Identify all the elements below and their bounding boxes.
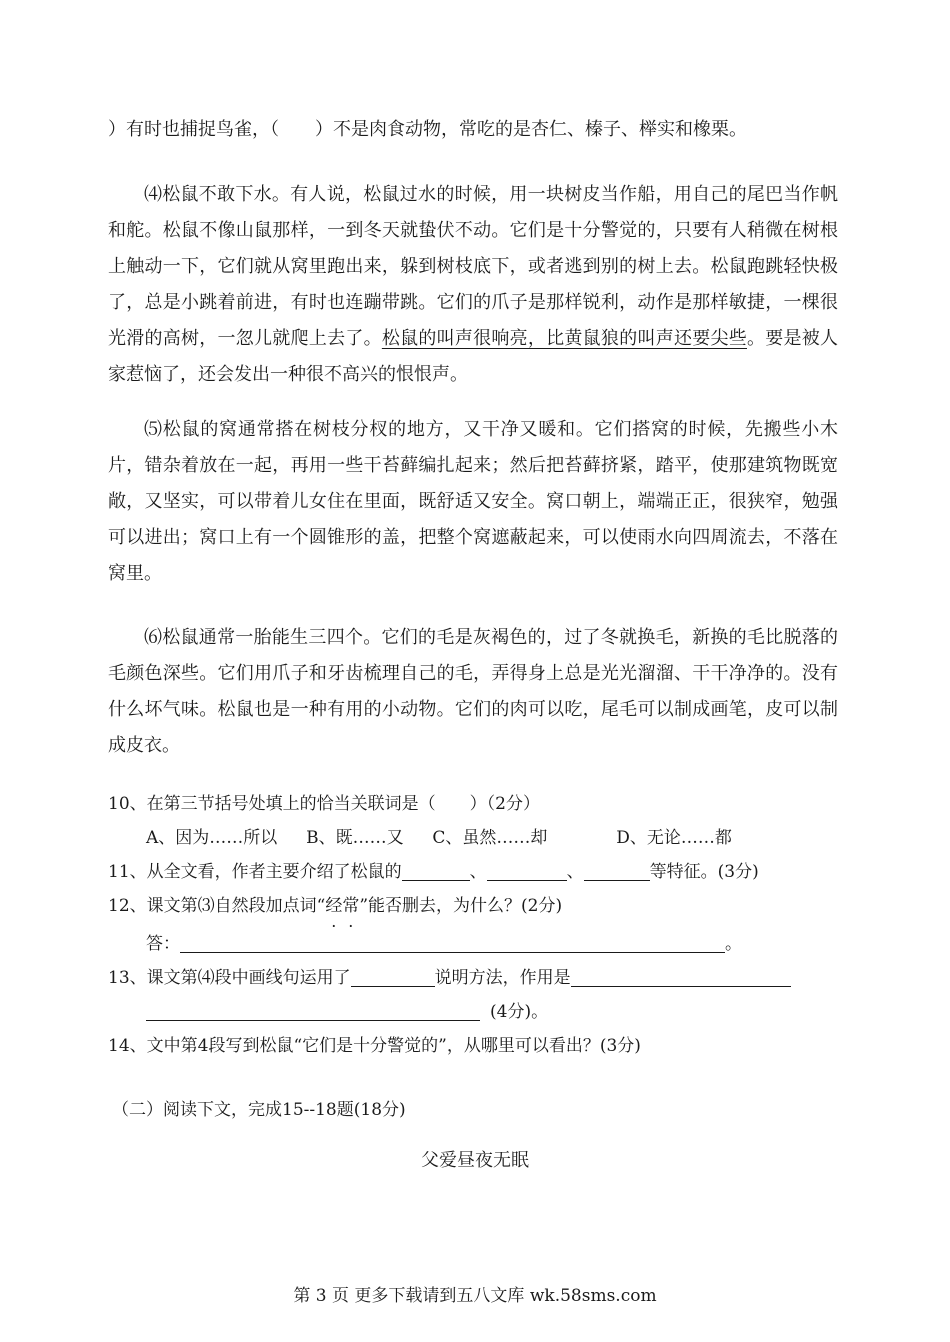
option-a: A、因为……所以	[146, 828, 278, 848]
answer-line[interactable]	[146, 998, 480, 1021]
question-13	[108, 961, 791, 995]
separator: 、	[566, 862, 584, 882]
question-12-answer	[146, 927, 742, 961]
section-2-heading: （二）阅读下文，完成15--18题(18分)	[112, 1100, 406, 1120]
paragraph-4-after: 。要是被人家惹恼了，还会发出一种很不高兴的恨恨声。	[108, 328, 839, 385]
question-12	[108, 889, 562, 923]
paragraph-3-tail: ）有时也捕捉鸟雀，（ ）不是肉食动物，常吃的是杏仁、榛子、榉实和橡栗。	[108, 119, 747, 140]
option-b: B、既……又	[306, 828, 404, 848]
answer-line[interactable]	[180, 930, 725, 953]
paragraph-6-text: ⑹松鼠通常一胎能生三四个。它们的毛是灰褐色的，过了冬就换毛，新换的毛比脱落的毛颜色深些。它们用爪子和牙齿梳理自己的毛，弄得身上总是光光溜溜、干干净净的。没有什么坏气味。松鼠也是一种有用的小动物。它们的肉可以吃，尾毛可以制成画笔，皮可以制成皮衣。	[108, 627, 838, 756]
article-title: 父爱昼夜无眠	[421, 1150, 529, 1171]
option-c: C、虽然……却	[432, 828, 548, 848]
separator: 、	[469, 862, 487, 882]
answer-blank[interactable]	[571, 964, 791, 987]
question-13-continued	[146, 995, 548, 1029]
answer-label: 答：	[146, 934, 180, 954]
question-14: 14、文中第4段写到松鼠“它们是十分警觉的”，从哪里可以看出？(3分)	[108, 1036, 641, 1056]
page-footer: 第 3 页 更多下载请到五八文库 wk.58sms.com	[293, 1286, 657, 1306]
paragraph-4	[108, 177, 838, 393]
paragraph-6	[108, 620, 838, 764]
question-12-text: 12、课文第⑶自然段加点词“	[108, 896, 326, 916]
dotted-word-char: 常	[342, 896, 360, 916]
answer-blank[interactable]	[351, 964, 435, 987]
answer-blank[interactable]	[584, 858, 650, 881]
paragraph-4-text	[108, 177, 838, 393]
question-13-tail: (4分)。	[490, 1002, 549, 1022]
question-13-mid: 说明方法，作用是	[434, 968, 571, 988]
question-10: 10、在第三节括号处填上的恰当关联词是（ ）（2分）	[108, 794, 540, 814]
question-11-tail: 等特征。(3分)	[649, 862, 759, 882]
paragraph-5	[108, 412, 838, 592]
question-11-text: 11、从全文看，作者主要介绍了松鼠的	[108, 862, 402, 882]
question-10-options	[146, 821, 732, 855]
answer-blank[interactable]	[487, 858, 567, 881]
option-d: D、无论……都	[616, 828, 732, 848]
dotted-word-char: 经	[325, 896, 343, 916]
answer-end: 。	[725, 934, 742, 954]
answer-blank[interactable]	[402, 858, 470, 881]
question-13-text: 13、课文第⑷段中画线句运用了	[108, 968, 351, 988]
paragraph-4-before: ⑷松鼠不敢下水。有人说，松鼠过水的时候，用一块树皮当作船，用自己的尾巴当作帆和舵。松鼠不像山鼠那样，一到冬天就蛰伏不动。它们是十分警觉的，只要有人稍微在树根上触动一下，它们就从窝里跑出来，躲到树枝底下，或者逃到别的树上去。松鼠跑跳轻快极了，总是小跳着前进，有时也连蹦带跳。它们的爪子是那样锐利，动作是那样敏捷，一棵很光滑的高树，一忽儿就爬上去了。	[108, 184, 838, 349]
underlined-sentence: 松鼠的叫声很响亮，比黄鼠狼的叫声还要尖些	[381, 328, 747, 349]
paragraph-5-text: ⑸松鼠的窝通常搭在树枝分杈的地方，又干净又暖和。它们搭窝的时候，先搬些小木片，错杂着放在一起，再用一些干苔藓编扎起来；然后把苔藓挤紧，踏平，使那建筑物既宽敞，又坚实，可以带着儿女住在里面，既舒适又安全。窝口朝上，端端正正，很狭窄，勉强可以进出；窝口上有一个圆锥形的盖，把整个窝遮蔽起来，可以使雨水向四周流去，不落在窝里。	[108, 419, 838, 584]
question-12-tail: ”能否删去，为什么？(2分)	[359, 896, 563, 916]
question-11	[108, 855, 759, 889]
